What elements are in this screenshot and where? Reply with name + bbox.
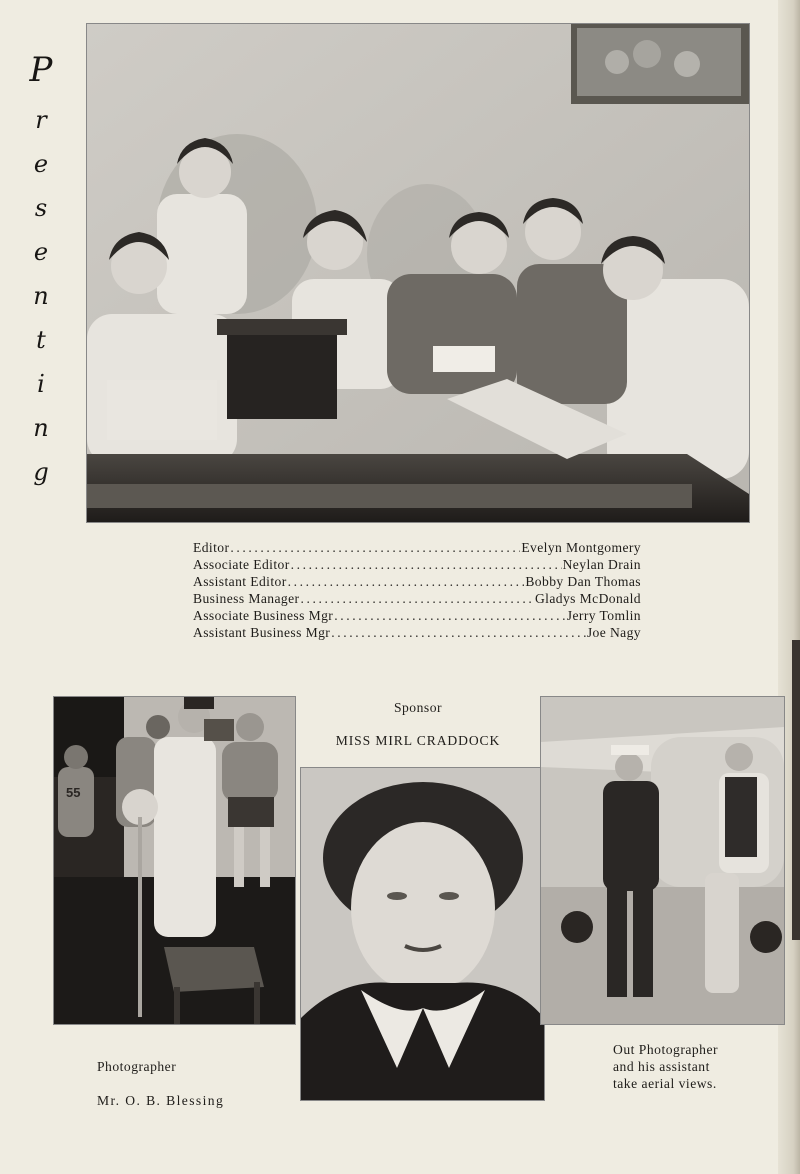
staff-row — [193, 607, 641, 624]
leader-dots — [331, 624, 586, 641]
staff-name: Evelyn Montgomery — [521, 540, 641, 555]
staff-role: Assistant Business Mgr — [193, 625, 331, 641]
out-photographer-plane-photo — [540, 696, 785, 1025]
jersey-number: 55 — [66, 785, 81, 800]
photographer-title: Photographer — [97, 1059, 177, 1074]
staff-name: Gladys McDonald — [534, 591, 641, 607]
staff-name: Joe Nagy — [586, 625, 641, 641]
photographer-at-game-photo — [53, 696, 296, 1025]
out-photographer-caption — [613, 1041, 783, 1092]
leader-dots — [288, 573, 525, 590]
presenting-heading — [28, 42, 54, 494]
heading-letter: i — [37, 370, 45, 398]
leader-dots — [230, 539, 520, 556]
caption-line: Out Photographer — [613, 1042, 719, 1057]
staff-row — [193, 590, 641, 607]
sponsor-portrait — [300, 767, 545, 1101]
staff-group-photo — [86, 23, 750, 523]
photographer-name: Mr. O. B. Blessing — [97, 1093, 225, 1108]
heading-letter: e — [33, 150, 49, 178]
staff-role: Assistant Editor — [193, 574, 287, 590]
leader-dots — [291, 556, 562, 573]
staff-list — [193, 539, 641, 642]
sponsor-name: MISS MIRL CRADDOCK — [335, 733, 501, 748]
leader-dots — [334, 607, 566, 624]
heading-letter: n — [33, 282, 49, 310]
heading-letter: P — [29, 50, 53, 90]
heading-letter: s — [34, 194, 48, 222]
staff-row — [193, 624, 641, 641]
caption-line: and his assistant — [613, 1059, 710, 1074]
staff-name: Jerry Tomlin — [566, 608, 641, 624]
caption-line: take aerial views. — [613, 1076, 717, 1091]
page-tab — [792, 640, 800, 940]
leader-dots — [300, 590, 533, 607]
heading-letter: r — [35, 106, 47, 134]
staff-role: Associate Editor — [193, 557, 290, 573]
staff-name: Bobby Dan Thomas — [525, 574, 641, 590]
staff-row — [193, 573, 641, 590]
staff-row — [193, 556, 641, 573]
staff-role: Editor — [193, 540, 230, 555]
heading-letter: g — [33, 458, 49, 486]
sponsor-label: Sponsor — [393, 700, 443, 715]
staff-row — [193, 539, 641, 556]
heading-letter: e — [33, 238, 49, 266]
heading-letter: t — [36, 326, 46, 354]
heading-letter: n — [33, 414, 49, 442]
staff-role: Business Manager — [193, 591, 300, 607]
staff-role: Associate Business Mgr — [193, 608, 334, 624]
staff-name: Neylan Drain — [562, 557, 641, 573]
